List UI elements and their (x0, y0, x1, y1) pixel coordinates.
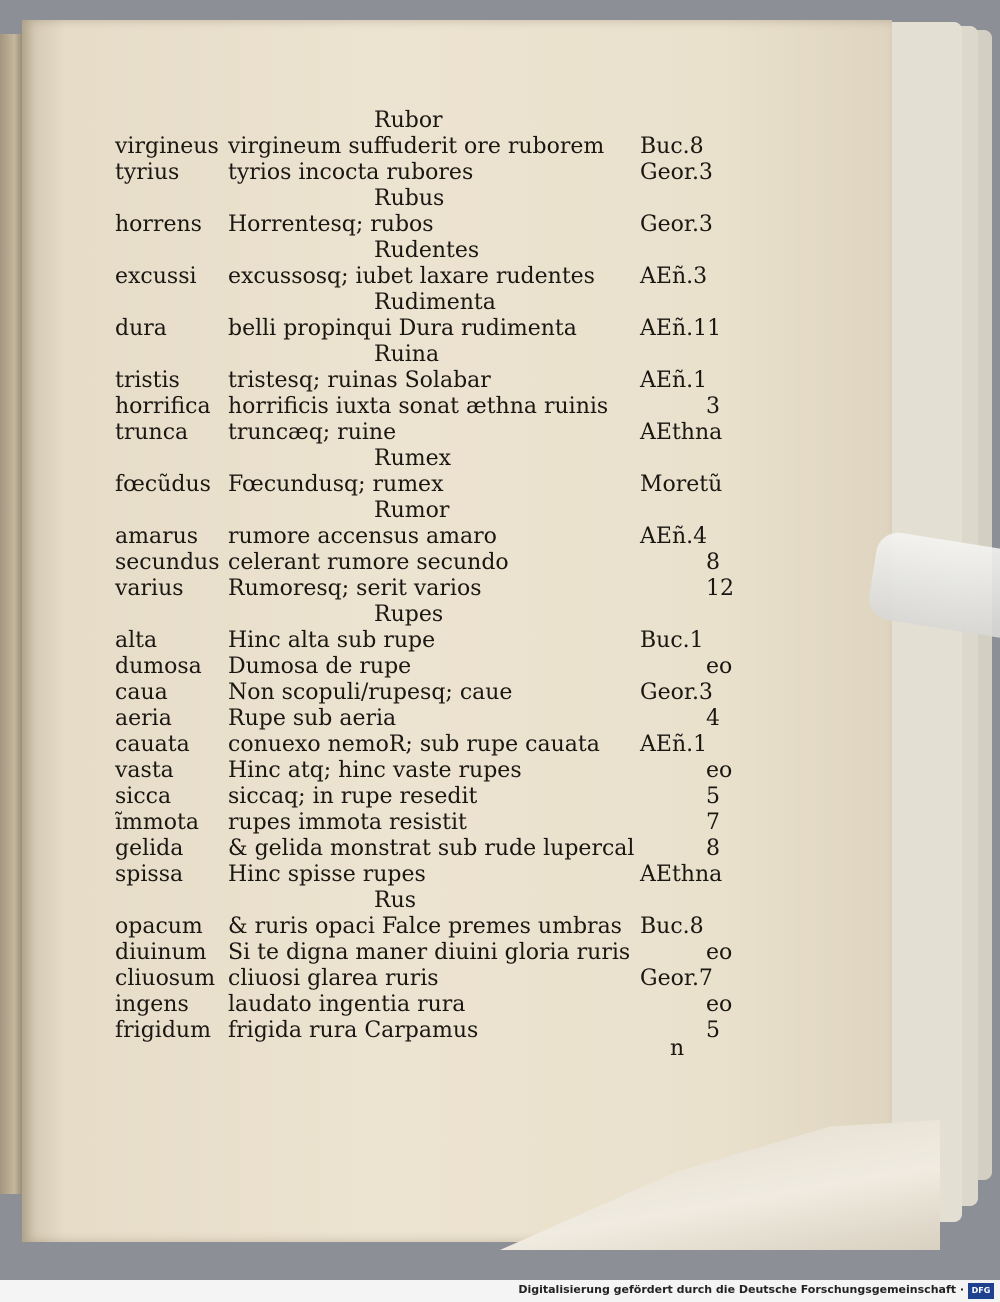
entry-phrase: Rupe sub aeria (228, 706, 397, 731)
entry-reference: Geor.3 (640, 212, 713, 237)
entry-keyword: aeria (115, 706, 172, 731)
entry-keyword: caua (115, 680, 168, 705)
entry-reference: eo (706, 992, 733, 1017)
section-heading-row (0, 446, 1000, 472)
entry-reference: Geor.7 (640, 966, 713, 991)
entry-reference: AEñ.4 (640, 524, 708, 549)
section-heading-row (0, 186, 1000, 212)
entry-phrase: Non scopuli/rupesq; caue (228, 680, 513, 705)
entry-keyword: diuinum (115, 940, 207, 965)
section-heading-row (0, 290, 1000, 316)
section-heading-row (0, 342, 1000, 368)
index-entry (0, 862, 1000, 888)
index-entry (0, 134, 1000, 160)
entry-keyword: tristis (115, 368, 180, 393)
entry-reference: AEñ.11 (640, 316, 722, 341)
section-heading-row (0, 888, 1000, 914)
entry-reference: eo (706, 940, 733, 965)
entry-reference: Geor.3 (640, 680, 713, 705)
index-entry (0, 264, 1000, 290)
entry-reference: Buc.8 (640, 134, 704, 159)
section-heading: Rupes (374, 602, 444, 627)
section-heading: Ruina (374, 342, 440, 367)
entry-keyword: frigidum (115, 1018, 211, 1043)
entry-phrase: Dumosa de rupe (228, 654, 412, 679)
entry-keyword: trunca (115, 420, 189, 445)
index-entry (0, 940, 1000, 966)
section-heading: Rus (374, 888, 417, 913)
entry-reference: 8 (706, 836, 720, 861)
entry-reference: AEñ.1 (640, 732, 708, 757)
dfg-logo: DFG (968, 1283, 994, 1299)
entry-phrase: Horrentesq; rubos (228, 212, 434, 237)
index-entry (0, 628, 1000, 654)
entry-keyword: ingens (115, 992, 189, 1017)
entry-keyword: fœcũdus (115, 472, 211, 497)
entry-phrase: tyrios incocta rubores (228, 160, 474, 185)
entry-phrase: truncæq; ruine (228, 420, 397, 445)
entry-phrase: Hinc spisse rupes (228, 862, 426, 887)
index-entry (0, 810, 1000, 836)
entry-keyword: cliuosum (115, 966, 216, 991)
entry-phrase: Rumoresq; serit varios (228, 576, 482, 601)
entry-reference: 5 (706, 1018, 720, 1043)
entry-keyword: opacum (115, 914, 203, 939)
entry-phrase: virgineum suffuderit ore ruborem (228, 134, 605, 159)
entry-reference: eo (706, 758, 733, 783)
entry-reference: AEthna (640, 862, 723, 887)
entry-keyword: vasta (115, 758, 174, 783)
entry-keyword: sicca (115, 784, 172, 809)
entry-reference: 7 (706, 810, 720, 835)
entry-phrase: celerant rumore secundo (228, 550, 509, 575)
section-heading-row (0, 238, 1000, 264)
index-entry (0, 654, 1000, 680)
entry-phrase: & gelida monstrat sub rude lupercal (228, 836, 635, 861)
entry-phrase: tristesq; ruinas Solabar (228, 368, 491, 393)
entry-reference: eo (706, 654, 733, 679)
index-entry (0, 212, 1000, 238)
entry-reference: Buc.1 (640, 628, 704, 653)
entry-phrase: Hinc atq; hinc vaste rupes (228, 758, 522, 783)
index-entry (0, 524, 1000, 550)
section-heading: Rumex (374, 446, 452, 471)
index-entry (0, 316, 1000, 342)
index-entry (0, 966, 1000, 992)
index-entry (0, 420, 1000, 446)
index-entry (0, 706, 1000, 732)
index-entry (0, 160, 1000, 186)
index-entry (0, 394, 1000, 420)
index-entry (0, 914, 1000, 940)
entry-reference: Geor.3 (640, 160, 713, 185)
entry-phrase: conuexo nemoR; sub rupe cauata (228, 732, 600, 757)
entry-reference: 12 (706, 576, 734, 601)
entry-keyword: horrifica (115, 394, 211, 419)
index-entry (0, 576, 1000, 602)
entry-phrase: belli propinqui Dura rudimenta (228, 316, 577, 341)
entry-keyword: horrens (115, 212, 202, 237)
entry-phrase: laudato ingentia rura (228, 992, 466, 1017)
index-entry (0, 472, 1000, 498)
entry-keyword: gelida (115, 836, 184, 861)
entry-phrase: siccaq; in rupe resedit (228, 784, 478, 809)
entry-phrase: rumore accensus amaro (228, 524, 497, 549)
entry-keyword: virgineus (115, 134, 219, 159)
index-entry (0, 732, 1000, 758)
section-heading-row (0, 498, 1000, 524)
entry-reference: 4 (706, 706, 720, 731)
entry-reference: AEthna (640, 420, 723, 445)
entry-keyword: excussi (115, 264, 197, 289)
entry-keyword: secundus (115, 550, 220, 575)
section-heading-row (0, 602, 1000, 628)
entry-phrase: frigida rura Carpamus (228, 1018, 479, 1043)
entry-reference: AEñ.1 (640, 368, 708, 393)
entry-keyword: alta (115, 628, 158, 653)
entry-keyword: spissa (115, 862, 184, 887)
index-entry (0, 550, 1000, 576)
section-heading: Rubus (374, 186, 445, 211)
entry-keyword: dura (115, 316, 167, 341)
entry-phrase: cliuosi glarea ruris (228, 966, 439, 991)
section-heading: Rumor (374, 498, 450, 523)
section-heading: Rudimenta (374, 290, 496, 315)
entry-phrase: excussosq; iubet laxare rudentes (228, 264, 595, 289)
entry-keyword: tyrius (115, 160, 180, 185)
entry-keyword: ĩmmota (115, 810, 199, 835)
entry-reference: Buc.8 (640, 914, 704, 939)
index-entry (0, 680, 1000, 706)
section-heading-row (0, 108, 1000, 134)
entry-phrase: Si te digna maner diuini gloria ruris (228, 940, 631, 965)
entry-phrase: rupes immota resistit (228, 810, 467, 835)
entry-reference: 8 (706, 550, 720, 575)
entry-reference: 3 (706, 394, 720, 419)
footer-text: Digitalisierung gefördert durch die Deutsche Forschungsgemeinschaft · (518, 1283, 964, 1296)
index-entry (0, 758, 1000, 784)
section-heading: Rubor (374, 108, 443, 133)
entry-reference: 5 (706, 784, 720, 809)
signature-line (0, 1036, 1000, 1062)
entry-phrase: horrificis iuxta sonat æthna ruinis (228, 394, 609, 419)
entry-phrase: & ruris opaci Falce premes umbras (228, 914, 622, 939)
index-entry (0, 836, 1000, 862)
entry-keyword: dumosa (115, 654, 202, 679)
entry-keyword: varius (115, 576, 184, 601)
footer-bar (0, 1280, 1000, 1302)
entry-phrase: Fœcundusq; rumex (228, 472, 444, 497)
section-heading: Rudentes (374, 238, 480, 263)
index-entry (0, 784, 1000, 810)
entry-phrase: Hinc alta sub rupe (228, 628, 436, 653)
index-entry (0, 368, 1000, 394)
entry-keyword: cauata (115, 732, 190, 757)
entry-keyword: amarus (115, 524, 199, 549)
entry-reference: Moretũ (640, 472, 723, 497)
index-entry (0, 992, 1000, 1018)
entry-reference: AEñ.3 (640, 264, 708, 289)
signature-mark: n (670, 1036, 685, 1061)
